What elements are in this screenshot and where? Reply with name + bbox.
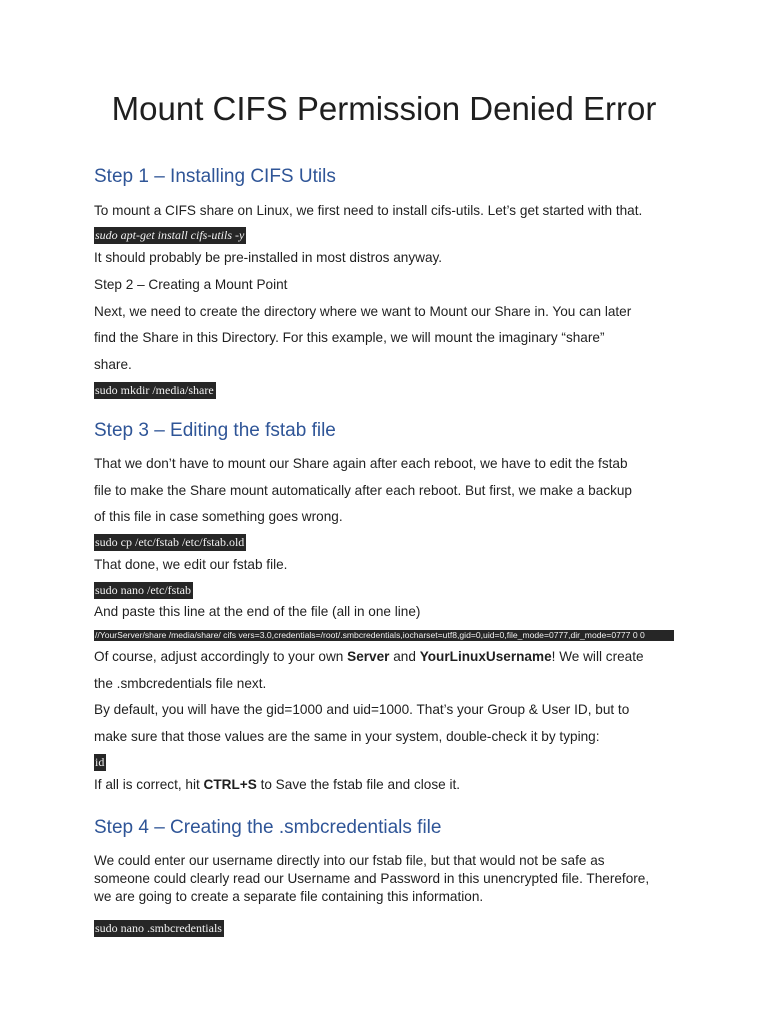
step1-intro: To mount a CIFS share on Linux, we first need to install cifs-utils. Let’s get started with that.: [94, 203, 643, 218]
step3-default-line-2: make sure that those values are the same in your system, double-check it by typing:: [94, 729, 600, 744]
step4-line-2: someone could clearly read our Username and Password in this unencrypted file. Therefore,: [94, 871, 650, 886]
step2-line-1: Next, we need to create the directory where we want to Mount our Share in. You can later: [94, 304, 632, 319]
adjust-username-bold: YourLinuxUsername: [419, 649, 552, 664]
adjust-text-pre: Of course, adjust accordingly to your own: [94, 649, 348, 664]
document-title: Mount CIFS Permission Denied Error: [111, 90, 657, 127]
step3-paste-intro: And paste this line at the end of the file (all in one line): [94, 604, 421, 619]
save-key-bold: CTRL+S: [203, 777, 257, 792]
step3-edit-command: sudo nano /etc/fstab: [95, 583, 191, 597]
step3-line-1: That we don’t have to mount our Share again after each reboot, we have to edit the fstab: [94, 456, 628, 471]
step3-edit-intro: That done, we edit our fstab file.: [94, 557, 288, 572]
adjust-server-bold: Server: [347, 649, 390, 664]
step1-command: sudo apt-get install cifs-utils -y: [95, 228, 245, 242]
step3-backup-command: sudo cp /etc/fstab /etc/fstab.old: [95, 535, 245, 549]
step4-line-1: We could enter our username directly into our fstab file, but that would not be safe as: [94, 853, 605, 868]
step2-command: sudo mkdir /media/share: [95, 383, 214, 397]
adjust-text-and: and: [389, 649, 420, 664]
step2-line-2: find the Share in this Directory. For this example, we will mount the imaginary “share”: [94, 330, 605, 345]
step3-fstab-line: //YourServer/share /media/share/ cifs vers=3.0,credentials=/root/.smbcredentials,iocharset=utf8,gid=0,uid=0,file_mode=0777,dir_mode=0777 0 0: [94, 630, 674, 641]
save-text-pre: If all is correct, hit: [94, 777, 204, 792]
step3-save-line: [94, 777, 460, 792]
step3-adjust-line-2: the .smbcredentials file next.: [94, 676, 267, 691]
step3-adjust-line-1: [94, 649, 644, 664]
step3-default-line-1: By default, you will have the gid=1000 and uid=1000. That’s your Group & User ID, but to: [94, 702, 630, 717]
step2-line-3: share.: [94, 357, 132, 372]
step4-line-3: we are going to create a separate file containing this information.: [94, 889, 484, 904]
step3-line-3: of this file in case something goes wrong.: [94, 509, 343, 524]
step4-heading: Step 4 – Creating the .smbcredentials file: [94, 817, 442, 838]
step3-id-command: id: [95, 755, 105, 769]
step3-heading: Step 3 – Editing the fstab file: [94, 420, 336, 441]
adjust-text-post: ! We will create: [551, 649, 644, 664]
step1-heading: Step 1 – Installing CIFS Utils: [94, 166, 336, 187]
step4-command: sudo nano .smbcredentials: [95, 921, 222, 935]
save-text-post: to Save the fstab file and close it.: [256, 777, 461, 792]
step3-line-2: file to make the Share mount automatically after each reboot. But first, we make a backup: [94, 483, 632, 498]
step2-heading: Step 2 – Creating a Mount Point: [94, 277, 288, 292]
step1-note: It should probably be pre-installed in most distros anyway.: [94, 250, 443, 265]
